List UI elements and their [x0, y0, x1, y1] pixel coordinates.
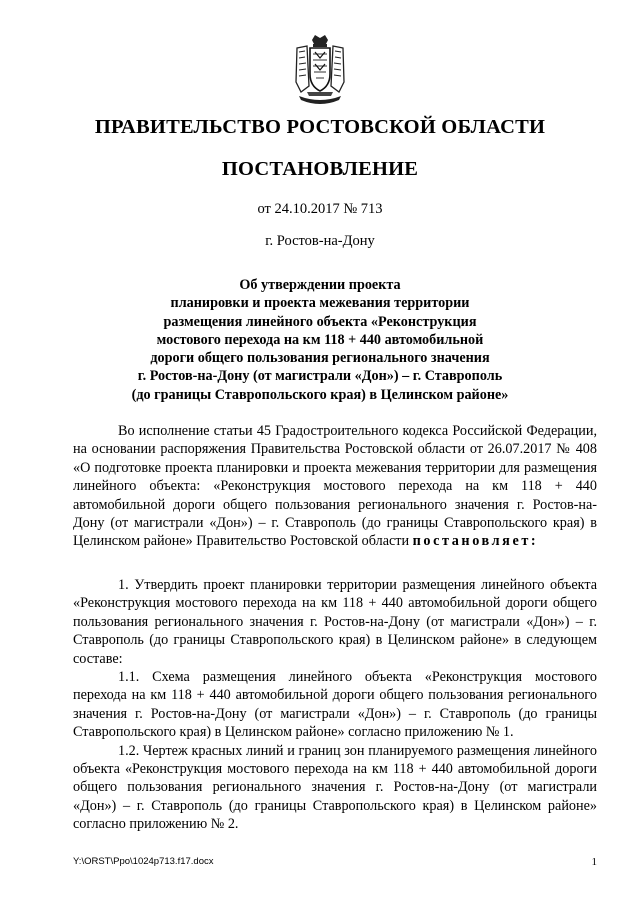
- preamble-paragraph: [73, 422, 597, 551]
- coat-of-arms-icon: [293, 34, 347, 108]
- resolves-word: постановляет:: [412, 533, 539, 550]
- subject-line: планировки и проекта межевания территории: [170, 295, 470, 312]
- item-paragraph: 1.2. Чертеж красных линий и границ зон планируемого размещения линейного объекта «Реконструкция мостового перехода на км 118 + 440 автомобильной дороги общего пользования регионального значения г. Ростов-на-Дону (от магистрали «Дон») – г. Ставрополь (до границы Ставропольского края) в Целинском районе» согласно приложению № 2.: [73, 742, 597, 833]
- subject-line: Об утверждении проекта: [239, 277, 401, 293]
- subject-line: (до границы Ставропольского края) в Целинском районе»: [131, 386, 509, 403]
- subject-line: г. Ростов-на-Дону (от магистрали «Дон») – г. Ставрополь: [137, 368, 503, 385]
- date-number-line: от 24.10.2017 № 713: [257, 201, 383, 217]
- page-number: 1: [591, 856, 597, 868]
- subject-line: дороги общего пользования регионального значения: [150, 350, 490, 367]
- document-type-title: ПОСТАНОВЛЕНИЕ: [221, 158, 419, 180]
- preamble-text: Во исполнение статьи 45 Градостроительного кодекса Российской Федерации, на основании распоряжения Правительства Ростовской области от 26.07.2017 № 408 «О подготовке проекта планировки и проекта межевания территории для размещения линейного объекта: «Реконструкция мостового перехода на км 118 + 440 автомобильной дороги общего пользования регионального значения г. Ростов-на-Дону (от магистрали «Дон») – г. Ставрополь (до границы Ставропольского края) в Целинском районе» Правительство Ростовской области: [73, 423, 597, 550]
- subject-line: размещения линейного объекта «Реконструкция: [163, 313, 477, 330]
- preamble: [73, 422, 597, 551]
- resolution-items: [73, 576, 597, 834]
- item-paragraph: 1. Утвердить проект планировки территории размещения линейного объекта «Реконструкция мостового перехода на км 118 + 440 автомобильной дороги общего пользования регионального значения г. Ростов-на-Дону (от магистрали «Дон») – г. Ставрополь (до границы Ставропольского края) в Целинском районе» в следующем составе:: [73, 577, 597, 667]
- subject-line: мостового перехода на км 118 + 440 автомобильной: [156, 331, 484, 348]
- page-footer: [73, 856, 597, 870]
- subject-heading: [80, 276, 560, 404]
- government-title: ПРАВИТЕЛЬСТВО РОСТОВСКОЙ ОБЛАСТИ: [94, 116, 546, 138]
- city-line: г. Ростов-на-Дону: [265, 233, 375, 249]
- item-paragraph: 1.1. Схема размещения линейного объекта «Реконструкция мостового перехода на км 118 + 440 автомобильной дороги общего пользования регионального значения г. Ростов-на-Дону (от магистрали «Дон») – г. Ставрополь (до границы Ставропольского края) в Целинском районе» согласно приложению № 1.: [73, 669, 597, 741]
- file-path: Y:\ORST\Ppo\1024p713.f17.docx: [73, 856, 214, 867]
